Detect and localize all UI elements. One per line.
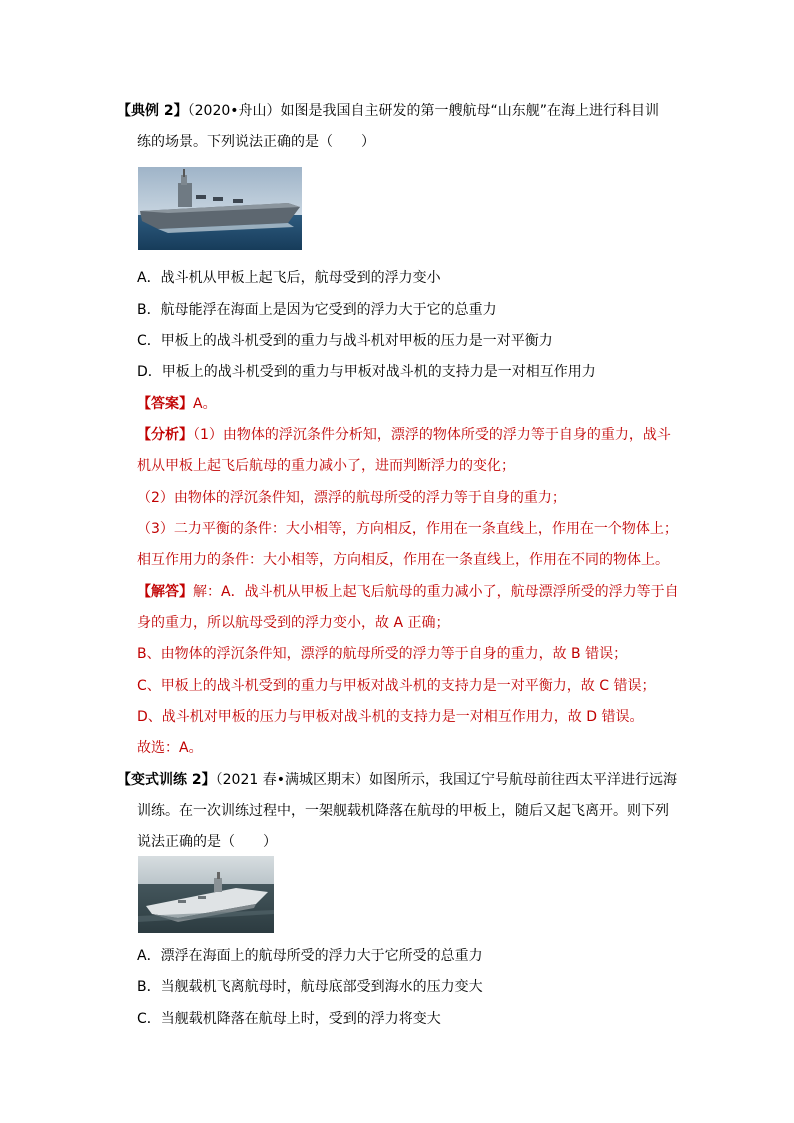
- solution-line-2: 身的重力，所以航母受到的浮力变小，故 A 正确；: [137, 615, 450, 631]
- example-option-a: A．战斗机从甲板上起飞后，航母受到的浮力变小: [137, 270, 441, 286]
- answer-tag: 【答案】: [137, 396, 193, 412]
- variant-option-b: B．当舰载机飞离航母时，航母底部受到海水的压力变大: [137, 979, 483, 995]
- variant-option-a: A．漂浮在海面上的航母所受的浮力大于它所受的总重力: [137, 948, 483, 964]
- example-option-c: C．甲板上的战斗机受到的重力与战斗机对甲板的压力是一对平衡力: [137, 333, 553, 349]
- answer-value: A。: [193, 396, 217, 412]
- solution-c: C、甲板上的战斗机受到的重力与甲板对战斗机的支持力是一对平衡力，故 C 错误；: [137, 678, 656, 694]
- solution-tag: 【解答】: [137, 584, 193, 600]
- variant-question-text-1: 如图所示，我国辽宁号航母前往西太平洋进行远海: [368, 772, 677, 788]
- variant-question-line-3: 说法正确的是（ ）: [137, 834, 277, 850]
- shandong-carrier-photo: [138, 167, 302, 250]
- example-answer: [137, 394, 217, 414]
- analysis-line-5: 相互作用力的条件：大小相等，方向相反，作用在一条直线上，作用在不同的物体上。: [137, 552, 669, 568]
- analysis-line-1: [137, 425, 671, 445]
- variant-option-c: C．当舰载机降落在航母上时，受到的浮力将变大: [137, 1011, 441, 1027]
- example-option-b: B．航母能浮在海面上是因为它受到的浮力大于它的总重力: [137, 302, 497, 318]
- analysis-line-3: （2）由物体的浮沉条件知，漂浮的航母所受的浮力等于自身的重力；: [137, 490, 566, 506]
- example-option-d: D．甲板上的战斗机受到的重力与甲板对战斗机的支持力是一对相互作用力: [137, 364, 596, 380]
- example-tag: 【典例 2】: [117, 103, 188, 119]
- variant-question-line-2: 训练。在一次训练过程中，一架舰载机降落在航母的甲板上，随后又起飞离开。则下列: [137, 803, 669, 819]
- analysis-tag: 【分析】: [137, 427, 193, 443]
- example-question-text-1: 如图是我国自主研发的第一艘航母“山东舰”在海上进行科目训: [280, 103, 660, 119]
- example-source: （2020•舟山）: [187, 103, 281, 119]
- liaoning-carrier-photo: [138, 856, 274, 933]
- solution-d: D、战斗机对甲板的压力与甲板对战斗机的支持力是一对相互作用力，故 D 错误。: [137, 709, 644, 725]
- final-choice: 故选：A。: [137, 740, 203, 756]
- analysis-line-2: 机从甲板上起飞后航母的重力减小了，进而判断浮力的变化；: [137, 458, 515, 474]
- solution-b: B、由物体的浮沉条件知，漂浮的航母所受的浮力等于自身的重力，故 B 错误；: [137, 646, 628, 662]
- solution-text-1: 解：A．战斗机从甲板上起飞后航母的重力减小了，航母漂浮所受的浮力等于自: [193, 584, 679, 600]
- example-question-line-2: 练的场景。下列说法正确的是（ ）: [137, 134, 375, 150]
- variant-question-line-1: [117, 770, 677, 790]
- solution-line-1: [137, 582, 679, 602]
- variant-source: （2021 春•满城区期末）: [215, 772, 369, 788]
- analysis-text-1: （1）由物体的浮沉条件分析知，漂浮的物体所受的浮力等于自身的重力，战斗: [193, 427, 671, 443]
- example-question-line-1: [117, 101, 659, 121]
- analysis-line-4: （3）二力平衡的条件：大小相等，方向相反，作用在一条直线上，作用在一个物体上；: [137, 521, 678, 537]
- variant-tag: 【变式训练 2】: [117, 772, 216, 788]
